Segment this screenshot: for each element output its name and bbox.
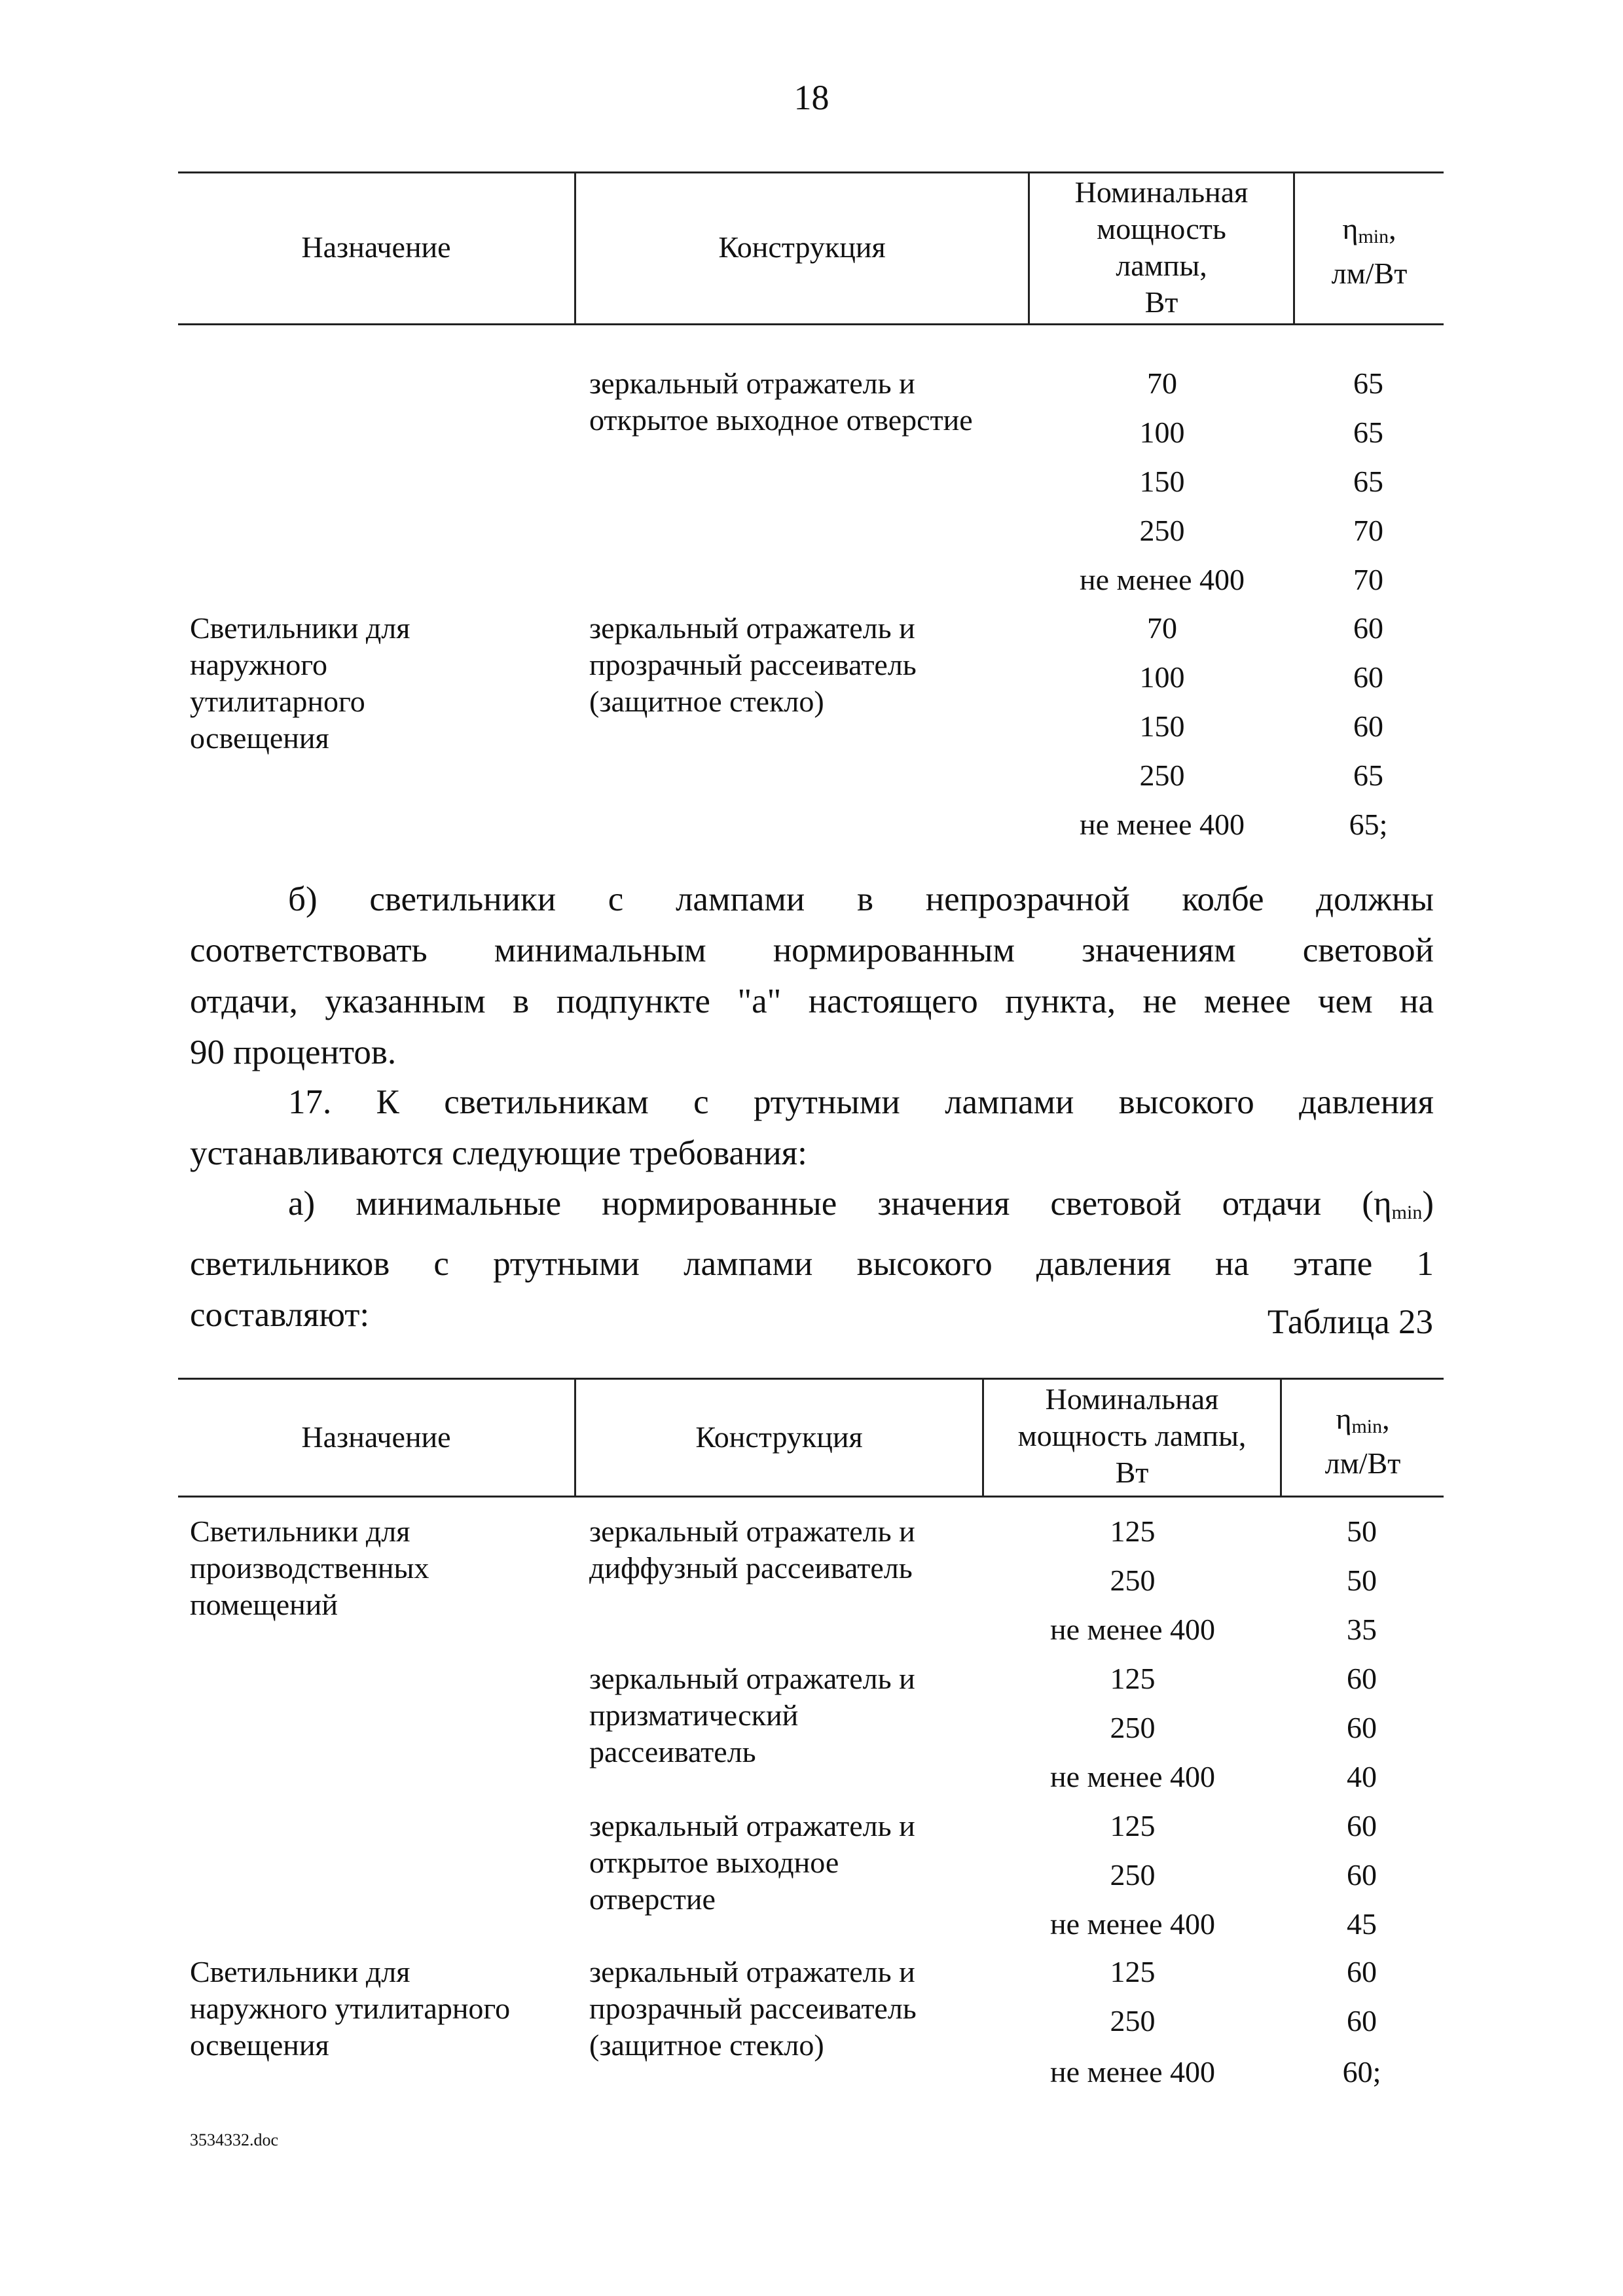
efficacy-value: 65	[1353, 465, 1383, 498]
power-value: 250	[1110, 1711, 1156, 1744]
table-caption: Таблица 23	[1267, 1303, 1433, 1341]
construction-cell: зеркальный отражатель и открытое выходное отверстие	[589, 1809, 915, 1916]
efficacy-value: 70	[1353, 563, 1383, 596]
power-value: 100	[1139, 416, 1185, 449]
power-value: не менее 400	[1049, 1613, 1215, 1646]
efficacy-value: 35	[1347, 1613, 1377, 1646]
page-number: 18	[793, 78, 830, 117]
column-header-construction: Конструкция	[695, 1420, 863, 1454]
power-value: 150	[1139, 465, 1185, 498]
table-1-header-rule	[178, 323, 1444, 325]
paragraph-b: б) светильники с лампами в непрозрачной колбе должны соответствовать минимальным нормированным значениям световой отдачи, указанным в подпункте "а" настоящего пункта, не менее чем на 90 процентов.	[190, 880, 1434, 1071]
power-value: 100	[1139, 660, 1185, 694]
power-value: не менее 400	[1079, 563, 1245, 596]
efficacy-value: 65	[1353, 759, 1383, 792]
power-value: 125	[1110, 1515, 1156, 1548]
construction-cell: зеркальный отражатель и прозрачный рассеиватель (защитное стекло)	[589, 1955, 917, 2062]
efficacy-value: 50	[1347, 1515, 1377, 1548]
efficacy-value: 60	[1347, 1858, 1377, 1892]
table-1-top-rule	[178, 171, 1444, 173]
efficacy-value: 45	[1347, 1907, 1377, 1941]
column-header-construction: Конструкция	[718, 230, 886, 264]
table-1-purpose-cell: Светильники для наружного утилитарного освещения	[190, 611, 410, 755]
efficacy-value: 60	[1347, 1662, 1377, 1695]
column-header-purpose: Назначение	[301, 1420, 451, 1454]
power-value: 125	[1110, 1955, 1156, 1988]
table-23-header-rule	[178, 1496, 1444, 1498]
efficacy-value: 70	[1353, 514, 1383, 547]
power-value: 150	[1139, 709, 1185, 743]
table-23-purpose-cell: Светильники для наружного утилитарного освещения	[190, 1955, 511, 2062]
efficacy-value: 40	[1347, 1760, 1377, 1793]
construction-cell: зеркальный отражатель и диффузный рассеиватель	[589, 1515, 915, 1585]
paragraph-17: 17. К светильникам с ртутными лампами высокого давления устанавливаются следующие требования:	[190, 1083, 1434, 1172]
power-value: 250	[1110, 1564, 1156, 1597]
efficacy-value: 60;	[1342, 2055, 1381, 2089]
efficacy-value: 60	[1347, 1711, 1377, 1744]
power-value: не менее 400	[1049, 2055, 1215, 2089]
construction-cell: зеркальный отражатель и открытое выходное отверстие	[589, 367, 973, 437]
power-value: 250	[1110, 1858, 1156, 1892]
column-header-power: Номинальная мощность лампы, Вт	[1074, 175, 1249, 319]
efficacy-value: 60	[1353, 660, 1383, 694]
column-header-efficacy: $\eta_{min}$, лм/Вт	[1331, 212, 1408, 290]
efficacy-value: 60	[1353, 611, 1383, 645]
document-filename: 3534332.doc	[190, 2130, 279, 2149]
efficacy-value: 60	[1353, 709, 1383, 743]
power-value: не менее 400	[1049, 1907, 1215, 1941]
paragraph-a: а) минимальные нормированные значения световой отдачи $(\eta_{min})$ светильников с ртутными лампами высокого давления на этапе 1 составляют:	[190, 1185, 1434, 1334]
table-23-top-rule	[178, 1378, 1444, 1380]
construction-cell: зеркальный отражатель и прозрачный рассеиватель (защитное стекло)	[589, 611, 917, 718]
table-23-purpose-cell: Светильники для производственных помещений	[190, 1515, 429, 1621]
power-value: 250	[1110, 2004, 1156, 2037]
column-header-efficacy: $\eta_{min}$, лм/Вт	[1324, 1402, 1401, 1480]
efficacy-value: 65	[1353, 416, 1383, 449]
power-value: 125	[1110, 1809, 1156, 1842]
power-value: 250	[1139, 514, 1185, 547]
efficacy-value: 60	[1347, 1809, 1377, 1842]
efficacy-value: 60	[1347, 2004, 1377, 2037]
power-value: 70	[1147, 367, 1177, 400]
efficacy-value: 65;	[1349, 808, 1388, 841]
efficacy-value: 60	[1347, 1955, 1377, 1988]
efficacy-value: 50	[1347, 1564, 1377, 1597]
power-value: 70	[1147, 611, 1177, 645]
column-header-power: Номинальная мощность лампы, Вт	[1017, 1382, 1247, 1489]
column-header-purpose: Назначение	[301, 230, 451, 264]
power-value: 125	[1110, 1662, 1156, 1695]
efficacy-value: 65	[1353, 367, 1383, 400]
power-value: 250	[1139, 759, 1185, 792]
construction-cell: зеркальный отражатель и призматический рассеиватель	[589, 1662, 915, 1768]
power-value: не менее 400	[1049, 1760, 1215, 1793]
power-value: не менее 400	[1079, 808, 1245, 841]
